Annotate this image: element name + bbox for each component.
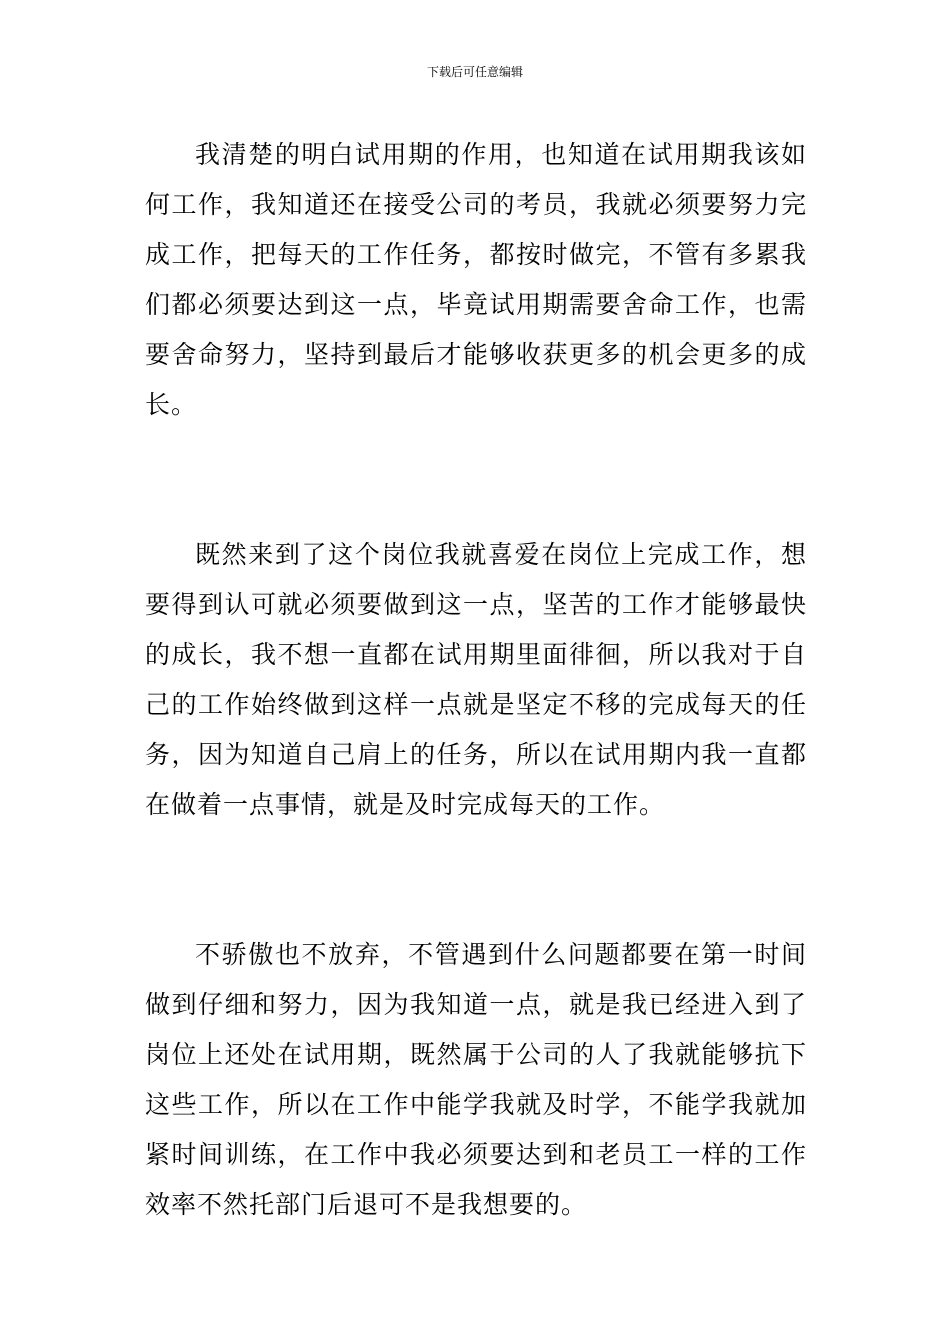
paragraph-1: 我清楚的明白试用期的作用，也知道在试用期我该如何工作，我知道还在接受公司的考员，我就必须要努力完成工作，把每天的工作任务，都按时做完，不管有多累我们都必须要达到这一点，毕竟试用期需要舍命工作，也需要舍命努力，坚持到最后才能够收获更多的机会更多的成长。 bbox=[145, 140, 807, 419]
document-body bbox=[145, 130, 807, 1230]
page-header: 下载后可任意编辑 bbox=[426, 65, 523, 79]
paragraph-2: 既然来到了这个岗位我就喜爱在岗位上完成工作，想要得到认可就必须要做到这一点，坚苦的工作才能够最快的成长，我不想一直都在试用期里面徘徊，所以我对于自己的工作始终做到这样一点就是坚定不移的完成每天的任务，因为知道自己肩上的任务，所以在试用期内我一直都在做着一点事情，就是及时完成每天的工作。 bbox=[145, 540, 807, 819]
paragraph-3: 不骄傲也不放弃，不管遇到什么问题都要在第一时间做到仔细和努力，因为我知道一点，就是我已经进入到了岗位上还处在试用期，既然属于公司的人了我就能够抗下这些工作，所以在工作中能学我就及时学，不能学我就加紧时间训练，在工作中我必须要达到和老员工一样的工作效率不然托部门后退可不是我想要的。 bbox=[145, 940, 807, 1219]
